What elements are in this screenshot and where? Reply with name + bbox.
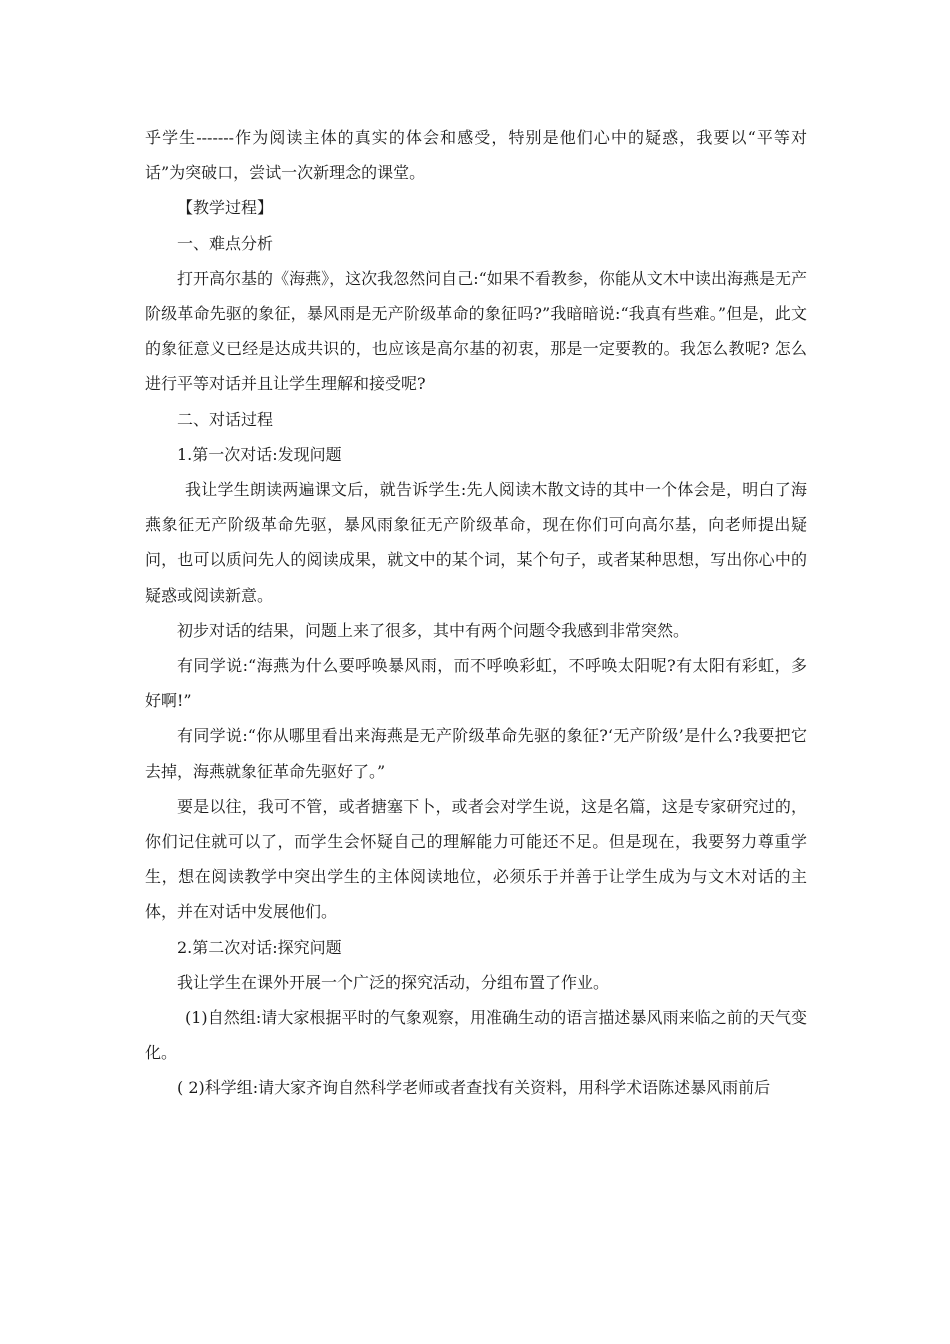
paragraph-first-dialogue: 我让学生朗读两遍课文后，就告诉学生:先人阅读木散文诗的其中一个体会是，明白了海燕象征无产阶级革命先驱，暴风雨象征无产阶级革命，现在你们可向高尔基，向老师提出疑问，也可以质问先人的阅读成果，就文中的某个词，某个句子，或者某种思想，写出你心中的疑惑或阅读新意。 [145,480,807,605]
list-item-science-group: ( 2)科学组:请大家齐询自然科学老师或者查找有关资料，用科学术语陈述暴风雨前后 [177,1078,771,1098]
section-heading-difficulty-analysis: 一、难点分析 [177,233,274,253]
paragraph-intro-continued: 乎学生-------作为阅读主体的真实的体会和感受，特别是他们心中的疑惑，我要以“平等对话”为突破口，尝试一次新理念的课堂。 [145,128,807,183]
subheading-first-dialogue: 1.第一次对话:发现问题 [177,444,342,464]
subheading-second-dialogue: 2.第二次对话:探究问题 [177,937,342,957]
paragraph-student-question-1: 有同学说:“海燕为什么要呼唤暴风雨，而不呼唤彩虹，不呼唤太阳呢?有太阳有彩虹，多好啊!” [145,656,807,711]
document-page [145,120,807,1106]
paragraph-student-question-2: 有同学说:“你从哪里看出来海燕是无产阶级革命先驱的象征?‘无产阶级’是什么?我要把它去掉，海燕就象征革命先驱好了。” [145,726,807,781]
paragraph-teacher-reflection: 要是以往，我可不管，或者搪塞下卜，或者会对学生说，这是名篇，这是专家研究过的，你们记住就可以了，而学生会怀疑自己的理解能力可能还不足。但是现在，我要努力尊重学生，想在阅读教学中突出学生的主体阅读地位，必须乐于并善于让学生成为与文木对话的主体，并在对话中发展他们。 [145,796,807,922]
paragraph-difficulty: 打开高尔基的《海燕》，这次我忽然问自己:“如果不看教参，你能从文木中读出海燕是无产阶级革命先驱的象征，暴风雨是无产阶级革命的象征吗?”我暗暗说:“我真有些难。”但是，此文的象征意义已经是达成共识的，也应该是高尔基的初衷，那是一定要教的。我怎么教呢? 怎么进行平等对话并且让学生理解和接受呢? [145,268,807,394]
section-heading-dialogue-process: 二、对话过程 [177,409,274,429]
paragraph-research-activity: 我让学生在课外开展一个广泛的探究活动，分组布置了作业。 [177,972,610,992]
list-item-nature-group: (1)自然组:请大家根据平时的气象观察，用准确生动的语言描述暴风雨来临之前的天气变化。 [145,1008,807,1063]
paragraph-initial-result: 初步对话的结果，问题上来了很多，其中有两个问题令我感到非常突然。 [177,620,690,640]
section-heading-teaching-process: 【教学过程】 [177,198,274,218]
